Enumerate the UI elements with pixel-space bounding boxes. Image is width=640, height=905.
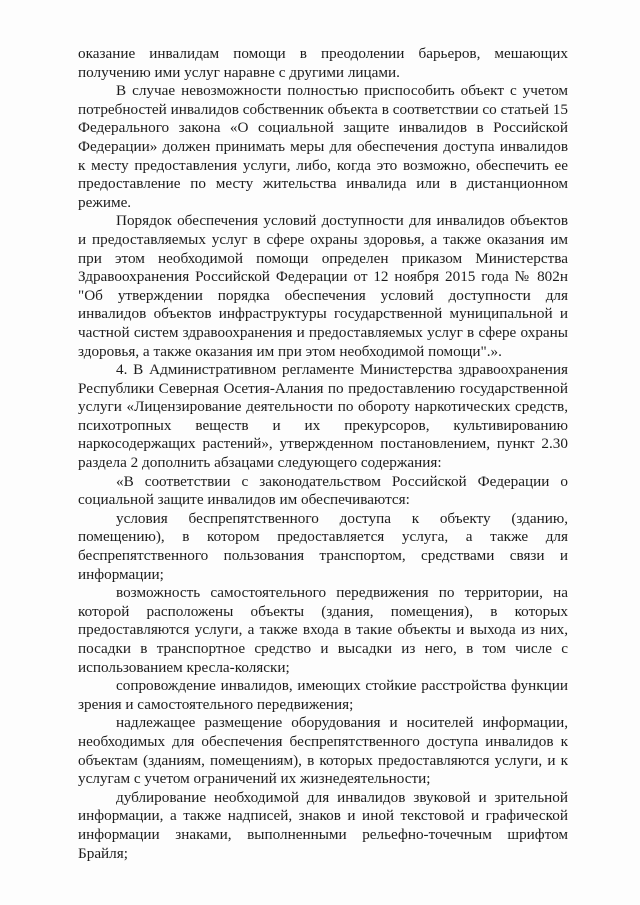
paragraph-independent-movement: возможность самостоятельного передвижения по территории, на которой расположены объекты (здания, помещения), в которых предоставляются услуги, а также входа в такие объекты и выхода из них, посадки в транспортное средство и высадки из него, в том числе с использованием кресла-коляски; [78,584,568,676]
paragraph-item-4: 4. В Административном регламенте Министерства здравоохранения Республики Северная Осетия-Алания по предоставлению государственной услуги «Лицензирование деятельности по обороту наркотических средств, психотропных веществ и их прекурсоров, культивированию наркосодержащих растений», утвержденном постановлением, пункт 2.30 раздела 2 дополнить абзацами следующего содержания: [78,361,568,472]
paragraph-equipment-placement: надлежащее размещение оборудования и носителей информации, необходимых для обеспечения беспрепятственного доступа инвалидов к объектам (зданиям, помещениям), в которых предоставляются услуги, и к услугам с учетом ограничений их жизнедеятельности; [78,714,568,788]
paragraph-continuation: оказание инвалидам помощи в преодолении барьеров, мешающих получению ими услуг наравне с другими лицами. [78,45,568,81]
paragraph-impossibility-adaptation: В случае невозможности полностью приспособить объект с учетом потребностей инвалидов собственник объекта в соответствии со статьей 15 Федерального закона «О социальной защите инвалидов в Российской Федерации» должен принимать меры для обеспечения доступа инвалидов к месту предоставления услуги, либо, когда это возможно, обеспечить ее предоставление по месту жительства инвалида или в дистанционном режиме. [78,82,568,211]
paragraph-quote-intro: «В соответствии с законодательством Российской Федерации о социальной защите инвалидов им обеспечиваются: [78,472,568,509]
document-body [78,45,568,863]
paragraph-duplication: дублирование необходимой для инвалидов звуковой и зрительной информации, а также надписей, знаков и иной текстовой и графической информации знаками, выполненными рельефно-точечным шрифтом Брайля; [78,788,568,862]
paragraph-accessibility-order: Порядок обеспечения условий доступности для инвалидов объектов и предоставляемых услуг в сфере охраны здоровья, а также оказания им при этом необходимой помощи определен приказом Министерства Здравоохранения Российской Федерации от 12 ноября 2015 года № 802н "Об утверждении порядка обеспечения условий доступности для инвалидов объектов инфраструктуры государственной муниципальной и частной систем здравоохранения и предоставляемых услуг в сфере охраны здоровья, а также оказания им при этом необходимой помощи".». [78,212,568,360]
paragraph-escort: сопровождение инвалидов, имеющих стойкие расстройства функции зрения и самостоятельного передвижения; [78,677,568,713]
paragraph-unobstructed-access: условия беспрепятственного доступа к объекту (зданию, помещению), в котором предоставляется услуга, а также для беспрепятственного пользования транспортом, средствами связи и информации; [78,509,568,583]
